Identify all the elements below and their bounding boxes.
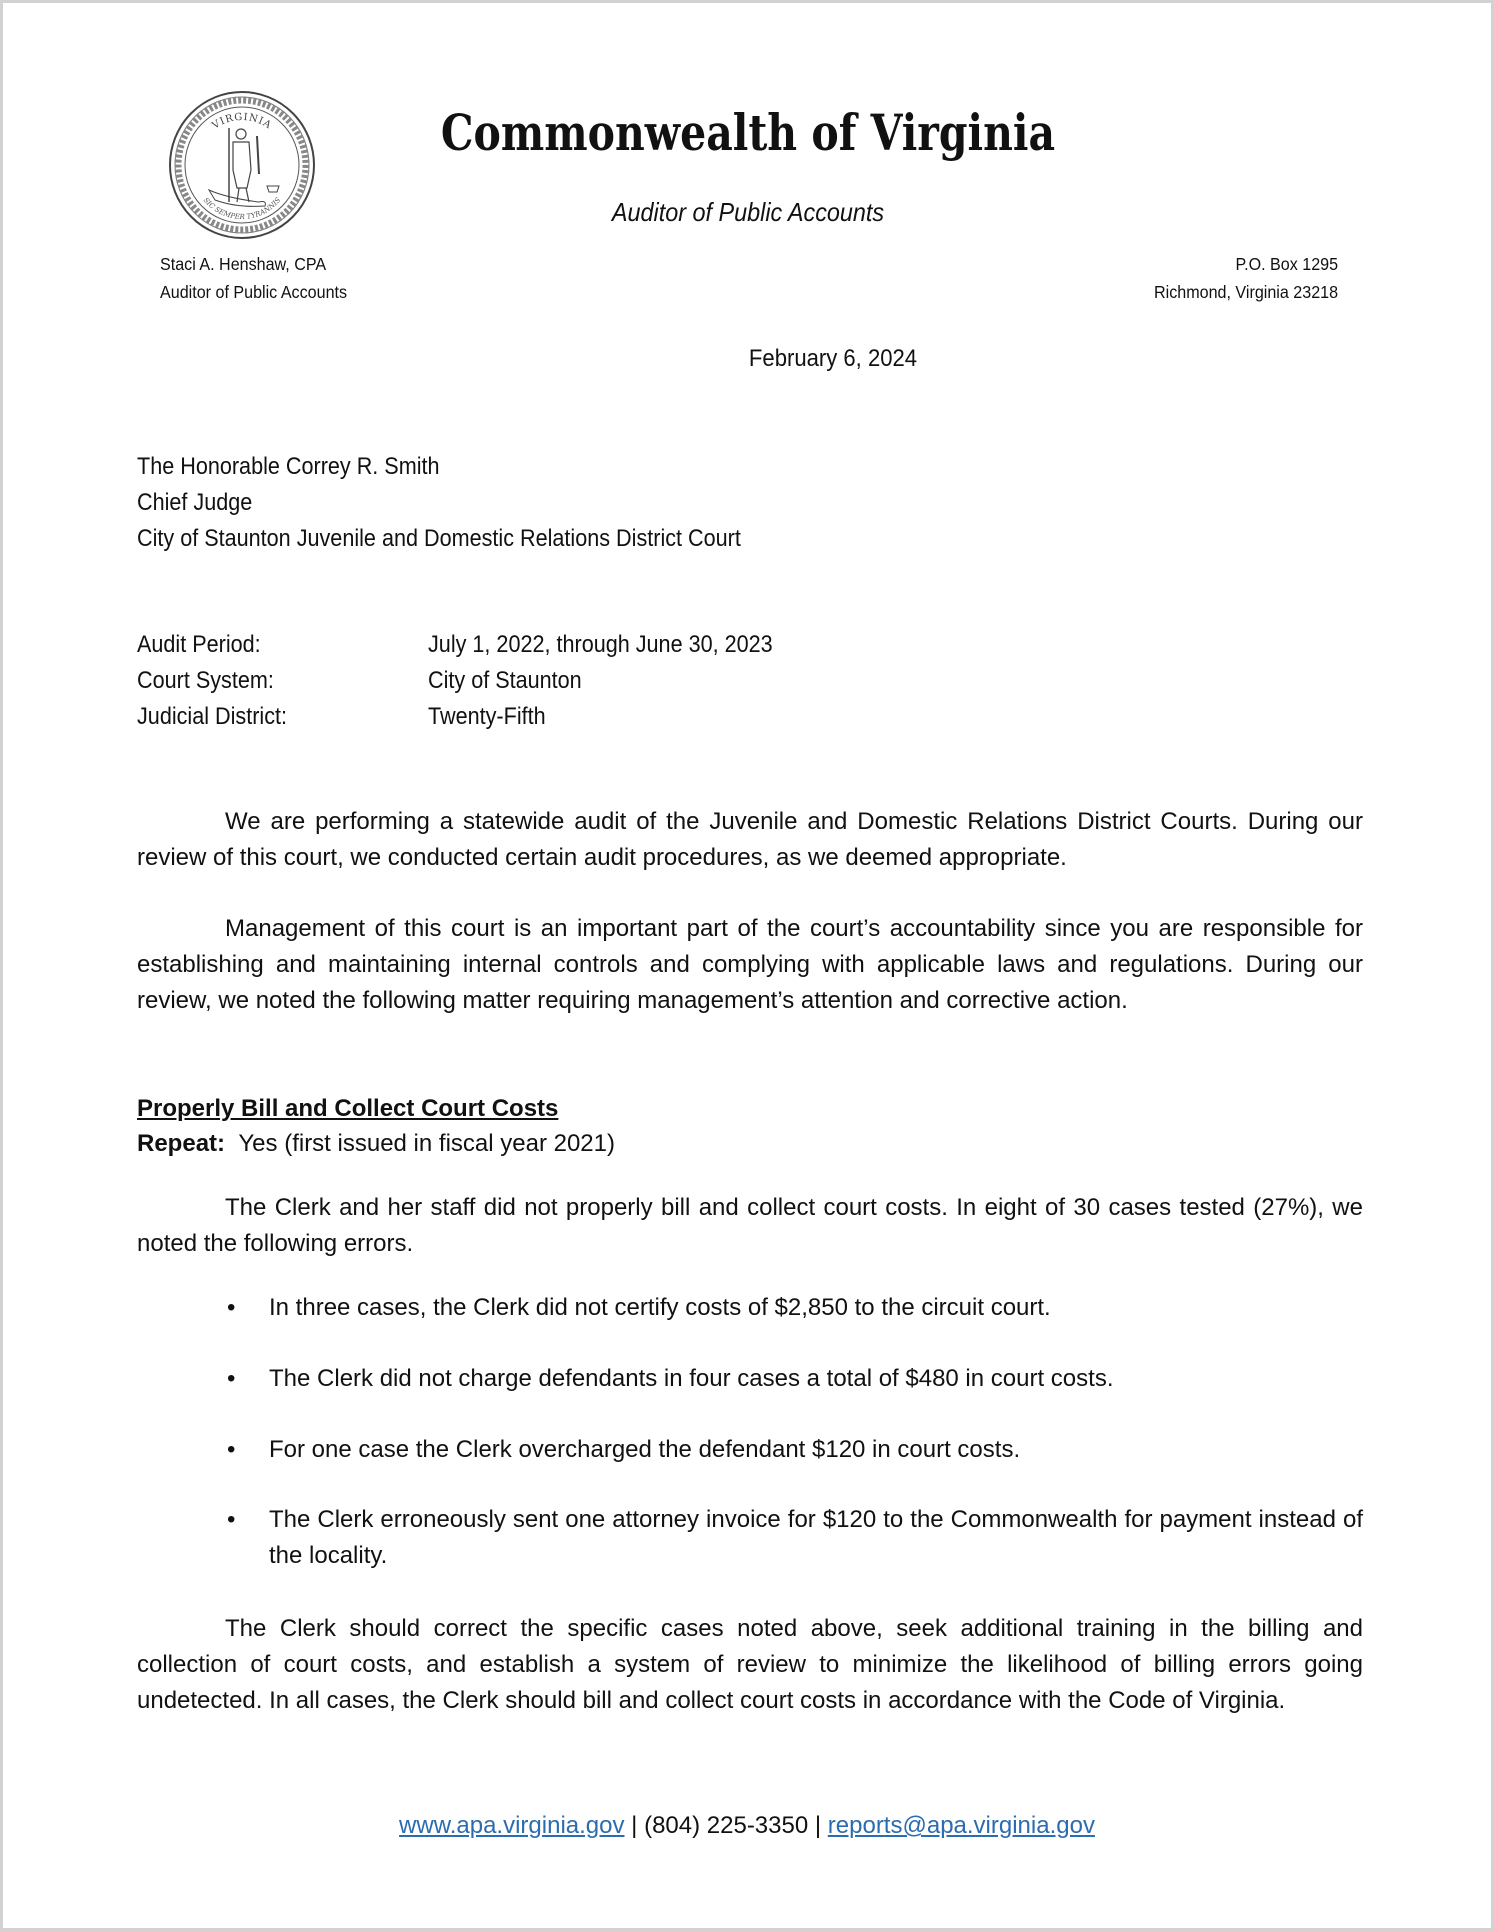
error-list-item (137, 1290, 1363, 1326)
seal-top-text: VIRGINIA (210, 111, 274, 132)
error-list (137, 1290, 1363, 1609)
audit-info-label: Court System: (137, 666, 274, 694)
audit-info-row (137, 663, 811, 699)
error-list-item (137, 1361, 1363, 1397)
paragraph-finding (137, 1190, 1363, 1262)
audit-info-label: Judicial District: (137, 702, 288, 730)
finding-repeat (137, 1126, 615, 1162)
auditor-title: Auditor of Public Accounts (160, 282, 348, 302)
repeat-value: Yes (first issued in fiscal year 2021) (238, 1130, 615, 1157)
recipient-title: Chief Judge (137, 488, 253, 516)
virginia-state-seal-icon (167, 90, 317, 240)
error-list-item (137, 1502, 1363, 1574)
letterhead-title: Commonwealth of Virginia (440, 103, 1056, 162)
paragraph-recommendation (137, 1611, 1363, 1718)
paragraph-finding-text: The Clerk and her staff did not properly bill and collect court costs. In eight of 30 cases tested (27%), we noted the following errors. (137, 1194, 1363, 1257)
audit-info-label: Audit Period: (137, 631, 261, 658)
address-line-1: P.O. Box 1295 (1235, 254, 1338, 274)
office-address (1154, 250, 1338, 306)
auditor-info (160, 250, 347, 306)
website-link[interactable]: www.apa.virginia.gov (399, 1812, 625, 1839)
recipient-court: City of Staunton Juvenile and Domestic Relations District Court (137, 524, 741, 552)
letterhead-subtitle: Auditor of Public Accounts (611, 197, 885, 227)
audit-info-row (137, 627, 811, 663)
error-list-item-text: For one case the Clerk overcharged the defendant $120 in court costs. (269, 1435, 1021, 1463)
letter-footer (3, 1810, 1491, 1842)
repeat-label: Repeat: (137, 1130, 226, 1157)
footer-phone: (804) 225-3350 (644, 1812, 809, 1839)
paragraph-management (137, 911, 1363, 1018)
audit-info-value: July 1, 2022, through June 30, 2023 (428, 631, 773, 658)
bullet-icon: • (227, 1364, 236, 1392)
address-line-2: Richmond, Virginia 23218 (1153, 282, 1338, 302)
paragraph-management-text: Management of this court is an important part of the court’s accountability since you are responsible for establishing and maintaining internal controls and complying with applicable laws and regulations. During our review, we noted the following matter requiring management’s attention and corrective action. (137, 915, 1363, 1014)
recipient-block (137, 449, 741, 556)
recipient-name: The Honorable Correy R. Smith (137, 453, 440, 480)
seal-bottom-text: SIC SEMPER TYRANNIS (201, 196, 283, 222)
error-list-item-text: The Clerk did not charge defendants in four cases a total of $480 in court costs. (269, 1364, 1114, 1392)
email-link[interactable]: reports@apa.virginia.gov (827, 1812, 1095, 1839)
paragraph-intro-text: We are performing a statewide audit of the Juvenile and Domestic Relations District Courts. During our review of this court, we conducted certain audit procedures, as we deemed appropriate. (137, 808, 1363, 871)
auditor-name: Staci A. Henshaw, CPA (160, 254, 327, 274)
bullet-icon: • (227, 1435, 236, 1463)
paragraph-recommendation-text: The Clerk should correct the specific cases noted above, seek additional training in the billing and collection of court costs, and establish a system of review to minimize the likelihood of billing errors going undetected. In all cases, the Clerk should bill and collect court costs in accordance with the Code of Virginia. (137, 1615, 1363, 1714)
paragraph-intro (137, 804, 1363, 876)
audit-info-row (137, 699, 811, 735)
audit-info-block (137, 627, 811, 734)
audit-info-value: Twenty-Fifth (428, 702, 546, 730)
bullet-icon: • (227, 1294, 236, 1321)
footer-separator: | (814, 1812, 822, 1839)
audit-info-value: City of Staunton (428, 666, 582, 694)
footer-separator: | (631, 1812, 638, 1839)
error-list-item-text: The Clerk erroneously sent one attorney invoice for $120 to the Commonwealth for payment instead of the locality. (269, 1506, 1363, 1570)
error-list-item (137, 1432, 1363, 1468)
letter-date: February 6, 2024 (748, 345, 918, 372)
finding-heading: Properly Bill and Collect Court Costs (137, 1095, 559, 1122)
bullet-icon: • (227, 1506, 236, 1534)
error-list-item-text: In three cases, the Clerk did not certify costs of $2,850 to the circuit court. (269, 1294, 1051, 1321)
